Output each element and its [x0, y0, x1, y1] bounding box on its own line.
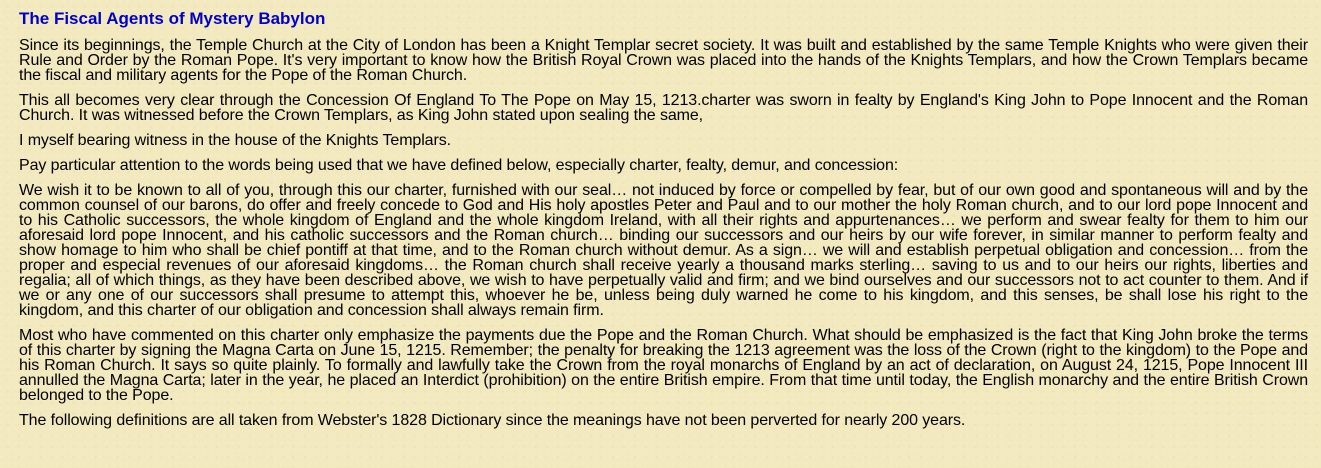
- paragraph-definitions-intro: The following definitions are all taken from Webster's 1828 Dictionary since the meanings have not been perverted for nearly 200 years.: [19, 412, 966, 429]
- article-title: The Fiscal Agents of Mystery Babylon: [19, 9, 326, 28]
- paragraph-attention: Pay particular attention to the words being used that we have defined below, especially charter, fealty, demur, and concession:: [19, 157, 899, 174]
- article: [19, 9, 1308, 438]
- paragraph-concession: This all becomes very clear through the Concession Of England To The Pope on May 15, 1213.charter was sworn in fealty by England's King John to Pope Innocent and the Roman Church. It was witnessed before the Crown Templars, as King John stated upon sealing the same,: [19, 92, 1308, 124]
- paragraph-temple-church: Since its beginnings, the Temple Church at the City of London has been a Knight Templar secret society. It was built and established by the same Temple Knights who were given their Rule and Order by the Roman Pope. It's very important to know how the British Royal Crown was placed into the hands of the Knights Templars, and how the Crown Templars became the fiscal and military agents for the Pope of the Roman Church.: [19, 37, 1308, 84]
- paragraph-magna-carta: Most who have commented on this charter only emphasize the payments due the Pope and the Roman Church. What should be emphasized is the fact that King John broke the terms of this charter by signing the Magna Carta on June 15, 1215. Remember; the penalty for breaking the 1213 agreement was the loss of the Crown (right to the kingdom) to the Pope and his Roman Church. It says so quite plainly. To formally and lawfully take the Crown from the royal monarchs of England by an act of declaration, on August 24, 1215, Pope Innocent III annulled the Magna Carta; later in the year, he placed an Interdict (prohibition) on the entire British empire. From that time until today, the English monarchy and the entire British Crown belonged to the Pope.: [19, 327, 1308, 404]
- paragraph-charter-text: We wish it to be known to all of you, through this our charter, furnished with our seal… not induced by force or compelled by fear, but of our own good and spontaneous will and by the common counsel of our barons, do offer and freely concede to God and His holy apostles Peter and Paul and to our mother the holy Roman church, and to our lord pope Innocent and to his Catholic successors, the whole kingdom of England and the whole kingdom Ireland, with all their rights and appurtenances… we perform and swear fealty for them to him our aforesaid lord pope Innocent, and his catholic successors and the Roman church… binding our successors and our heirs by our wife forever, in similar manner to perform fealty and show homage to him who shall be chief pontiff at that time, and to the Roman church without demur. As a sign… we will and establish perpetual obligation and concession… from the proper and especial revenues of our aforesaid kingdoms… the Roman church shall receive yearly a thousand marks sterling… saving to us and to our heirs our rights, liberties and regalia; all of which things, as they have been described above, we wish to have perpetually valid and firm; and we bind ourselves and our successors not to act counter to them. And if we or any one of our successors shall presume to attempt this, whoever he be, unless being duly warned he come to his kingdom, and this senses, be shall lose his right to the kingdom, and this charter of our obligation and concession shall always remain firm.: [19, 182, 1308, 319]
- paragraph-witness-quote: I myself bearing witness in the house of the Knights Templars.: [19, 132, 451, 149]
